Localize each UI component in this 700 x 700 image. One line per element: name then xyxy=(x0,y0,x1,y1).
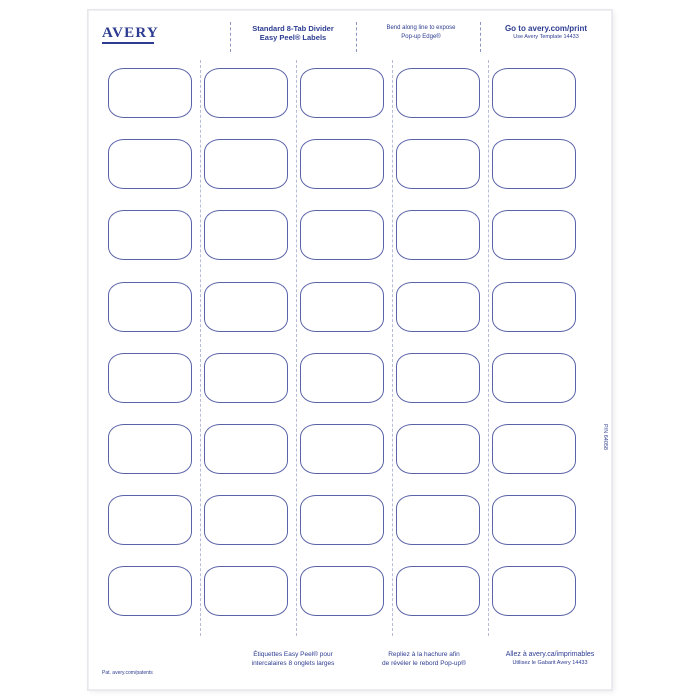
label-cell[interactable] xyxy=(492,210,576,260)
footer-instruction-fr-line2: de révéler le rebord Pop-up® xyxy=(382,660,466,667)
label-cell[interactable] xyxy=(492,424,576,474)
label-cell[interactable] xyxy=(204,353,288,403)
label-grid xyxy=(104,62,596,632)
label-row xyxy=(104,133,596,204)
footer-website-fr xyxy=(492,650,608,668)
label-row xyxy=(104,204,596,275)
label-cell[interactable] xyxy=(396,68,480,118)
footer-template-number-fr: Utilisez le Gabarit Avery 14433 xyxy=(512,660,588,666)
label-row xyxy=(104,62,596,133)
patent-text: Pat. avery.com/patents xyxy=(102,670,153,676)
label-cell[interactable] xyxy=(396,353,480,403)
label-row xyxy=(104,418,596,489)
label-cell[interactable] xyxy=(300,495,384,545)
label-cell[interactable] xyxy=(108,424,192,474)
label-cell[interactable] xyxy=(300,68,384,118)
label-cell[interactable] xyxy=(204,210,288,260)
label-cell[interactable] xyxy=(204,495,288,545)
label-cell[interactable] xyxy=(204,282,288,332)
label-cell[interactable] xyxy=(108,353,192,403)
label-cell[interactable] xyxy=(108,282,192,332)
footer-website-fr-url: Allez à avery.ca/imprimables xyxy=(505,651,595,658)
label-cell[interactable] xyxy=(204,139,288,189)
label-row xyxy=(104,347,596,418)
header-template-number: Use Avery Template 14433 xyxy=(513,34,579,40)
label-cell[interactable] xyxy=(108,68,192,118)
header-product-title-line1: Standard 8-Tab Divider xyxy=(252,24,334,33)
sheet-footer xyxy=(88,646,612,678)
label-cell[interactable] xyxy=(396,424,480,474)
header-instruction xyxy=(366,24,476,42)
header-website-url: Go to avery.com/print xyxy=(504,24,588,33)
label-cell[interactable] xyxy=(396,282,480,332)
header-product-title xyxy=(238,24,348,42)
label-cell[interactable] xyxy=(492,353,576,403)
avery-logo xyxy=(102,26,188,44)
label-cell[interactable] xyxy=(204,68,288,118)
label-cell[interactable] xyxy=(300,282,384,332)
label-cell[interactable] xyxy=(300,566,384,616)
label-cell[interactable] xyxy=(300,210,384,260)
part-number-vertical: P/N 64058 xyxy=(602,424,608,450)
label-cell[interactable] xyxy=(396,139,480,189)
label-cell[interactable] xyxy=(300,424,384,474)
label-cell[interactable] xyxy=(204,424,288,474)
label-cell[interactable] xyxy=(492,566,576,616)
footer-product-title-fr-line1: Étiquettes Easy Peel® pour xyxy=(253,651,333,658)
label-cell[interactable] xyxy=(204,566,288,616)
label-cell[interactable] xyxy=(300,353,384,403)
label-row xyxy=(104,489,596,560)
label-sheet xyxy=(88,10,612,690)
label-cell[interactable] xyxy=(108,210,192,260)
label-cell[interactable] xyxy=(396,210,480,260)
label-cell[interactable] xyxy=(108,139,192,189)
footer-instruction-fr xyxy=(364,650,484,668)
header-product-title-line2: Easy Peel® Labels xyxy=(259,33,327,42)
label-cell[interactable] xyxy=(300,139,384,189)
label-cell[interactable] xyxy=(108,495,192,545)
label-cell[interactable] xyxy=(396,495,480,545)
avery-logo-text: AVERY xyxy=(102,25,159,41)
label-cell[interactable] xyxy=(492,68,576,118)
header-instruction-line1: Bend along line to expose xyxy=(386,25,456,31)
footer-instruction-fr-line1: Repliez à la hachure afin xyxy=(388,651,460,658)
sheet-header xyxy=(88,22,612,56)
header-instruction-line2: Pop-up Edge® xyxy=(401,34,441,40)
label-cell[interactable] xyxy=(492,139,576,189)
header-website xyxy=(488,24,604,42)
label-row xyxy=(104,276,596,347)
footer-product-title-fr xyxy=(228,650,358,668)
label-cell[interactable] xyxy=(108,566,192,616)
avery-logo-underline xyxy=(102,42,154,44)
footer-product-title-fr-line2: intercalaires 8 onglets larges xyxy=(251,660,335,667)
label-cell[interactable] xyxy=(492,282,576,332)
label-cell[interactable] xyxy=(492,495,576,545)
label-cell[interactable] xyxy=(396,566,480,616)
label-row xyxy=(104,560,596,631)
